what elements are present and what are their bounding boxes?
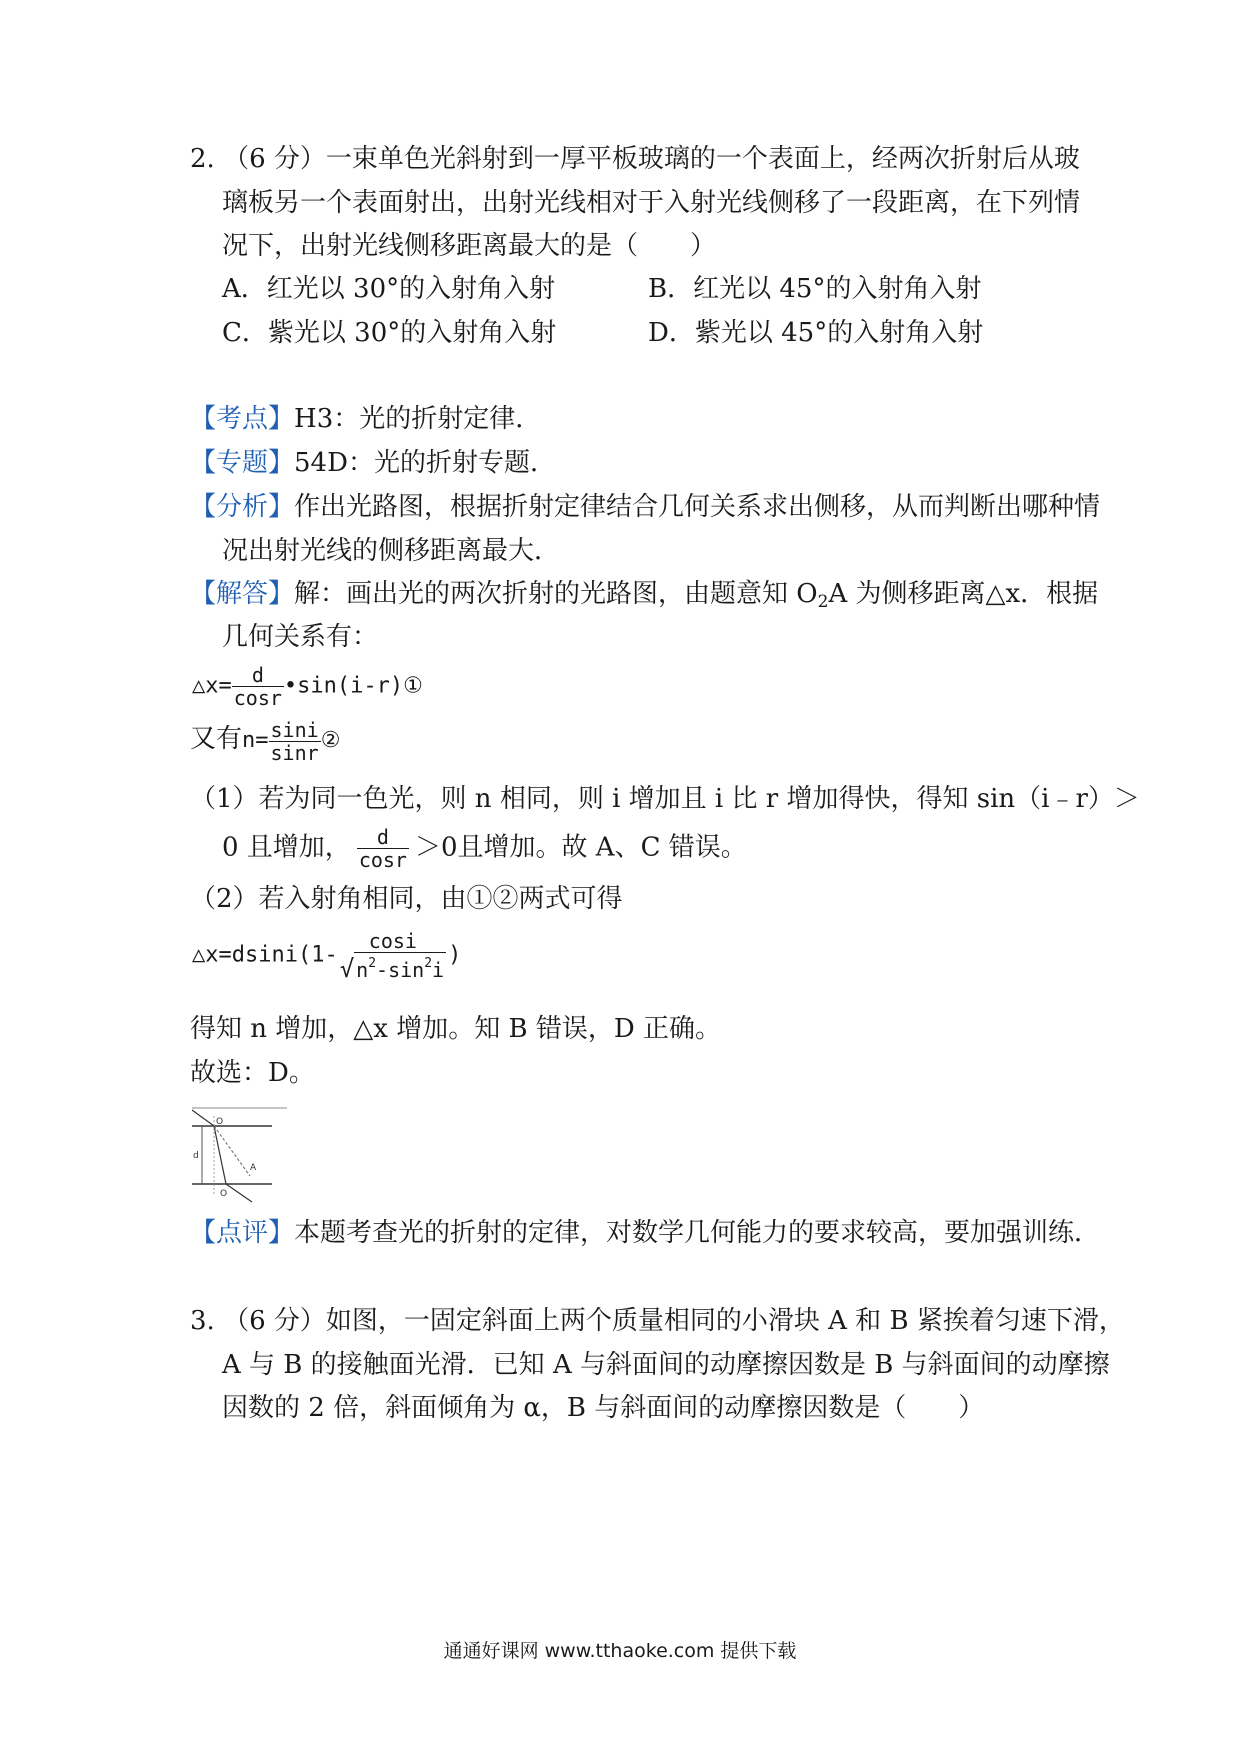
equation-3 — [192, 930, 461, 981]
eq2-fraction — [269, 719, 321, 764]
p1-line-2 — [222, 826, 747, 871]
jieda-subscript: 2 — [817, 592, 829, 612]
jieda-row — [190, 577, 1098, 619]
jieda-text-2: 几何关系有： — [222, 622, 379, 652]
p1-fraction — [357, 826, 409, 871]
eq1-right: •sin(i-r)① — [283, 673, 423, 699]
figure-label-point: A — [250, 1163, 257, 1173]
q2-option-c: C．紫光以 30°的入射角入射 — [222, 318, 557, 348]
p1-frac-denominator: cosr — [358, 848, 407, 872]
q2-option-a: A．红光以 30°的入射角入射 — [222, 274, 556, 304]
equation-2 — [190, 718, 340, 764]
emergent-ray — [226, 1184, 252, 1202]
kaodian-tag: 【考点】 — [190, 404, 295, 434]
eq2-denominator: sinr — [270, 740, 319, 765]
answer-line: 故选：D。 — [190, 1058, 315, 1088]
eq3-numerator: cosi — [368, 929, 417, 953]
dianping-text: 本题考查光的折射的定律，对数学几何能力的要求较高，要加强训练． — [294, 1218, 1101, 1248]
eq3-denominator: √ $n^2-\sin^2i$ — [338, 952, 448, 981]
jieda-text-1b: A 为侧移距离△x．根据 — [828, 579, 1099, 609]
fenxi-text-1: 作出光路图，根据折射定律结合几何关系求出侧移，从而判断出哪种情 — [294, 492, 1101, 522]
kaodian-row — [190, 402, 541, 436]
jieda-text-1a: 解：画出光的两次折射的光路图，由题意知 O — [294, 579, 818, 609]
q2-line-2: 璃板另一个表面射出，出射光线相对于入射光线侧移了一段距离，在下列情 — [222, 188, 1081, 218]
kaodian-text: H3：光的折射定律． — [294, 404, 542, 434]
q2-option-d: D．紫光以 45°的入射角入射 — [648, 318, 984, 348]
q2-line-1: 2. （6 分）一束单色光斜射到一厚平板玻璃的一个表面上，经两次折射后从玻 — [190, 144, 1080, 174]
figure-label-side: d — [193, 1151, 199, 1161]
light-path-figure — [192, 1106, 292, 1206]
eq3-right: ) — [448, 942, 462, 968]
figure-label-top: O — [216, 1117, 224, 1127]
eq1-left: △x= — [192, 673, 232, 699]
incident-ray — [192, 1110, 214, 1126]
q3-line-2: A 与 B 的接触面光滑．已知 A 与斜面间的动摩擦因数是 B 与斜面间的动摩擦 — [222, 1350, 1110, 1380]
eq3-left: △x=dsini(1- — [192, 942, 338, 968]
conclusion-line: 得知 n 增加，△x 增加。知 B 错误，D 正确。 — [190, 1014, 721, 1044]
eq3-fraction — [338, 930, 448, 981]
zhuanti-text: 54D：光的折射专题． — [294, 448, 556, 478]
fenxi-row — [190, 490, 1100, 524]
dianping-row — [190, 1216, 1100, 1250]
eq3-den-n: n — [356, 958, 369, 982]
zhuanti-row — [190, 446, 556, 480]
q2-option-b: B．红光以 45°的入射角入射 — [648, 274, 982, 304]
q3-line-1: 3. （6 分）如图，一固定斜面上两个质量相同的小滑块 A 和 B 紧挨着匀速下滑， — [190, 1306, 1125, 1336]
q2-line-3: 况下，出射光线侧移距离最大的是（ ） — [222, 231, 717, 261]
eq3-den-mid: -sin — [376, 958, 425, 982]
fenxi-tag: 【分析】 — [190, 492, 295, 522]
dianping-tag: 【点评】 — [190, 1218, 295, 1248]
equation-1 — [192, 664, 423, 709]
eq2-left: n= — [242, 728, 269, 753]
footer-text: 通通好课网 www.tthaoke.com 提供下载 — [443, 1640, 797, 1662]
p1-line-2b: ＞0且增加。故 A、C 错误。 — [414, 832, 747, 863]
p1-line-2a: 0 且增加， — [222, 832, 351, 863]
eq2-right: ② — [320, 728, 341, 753]
fenxi-text-2: 况出射光线的侧移距离最大． — [222, 536, 561, 566]
eq2-numerator: sini — [270, 717, 319, 742]
p1-line-1: （1）若为同一色光，则 n 相同，则 i 增加且 i 比 r 增加得快，得知 sin（i﹣r）＞ — [190, 784, 1140, 814]
eq1-numerator: d — [251, 663, 264, 687]
jieda-tag: 【解答】 — [190, 579, 295, 609]
figure-label-bottom: O — [220, 1189, 228, 1199]
eq1-fraction — [232, 664, 284, 709]
eq1-denominator: cosr — [233, 686, 282, 710]
eq3-den-i: i — [432, 958, 445, 982]
p1-frac-numerator: d — [376, 825, 389, 849]
eq2-prefix: 又有 — [190, 724, 243, 754]
p2-line-1: （2）若入射角相同，由①②两式可得 — [190, 884, 623, 914]
eq3-den-exp2: 2 — [424, 956, 433, 971]
q3-line-3: 因数的 2 倍，斜面倾角为 α，B 与斜面间的动摩擦因数是（ ） — [222, 1393, 985, 1423]
eq3-den-exp1: 2 — [368, 956, 377, 971]
zhuanti-tag: 【专题】 — [190, 448, 295, 478]
